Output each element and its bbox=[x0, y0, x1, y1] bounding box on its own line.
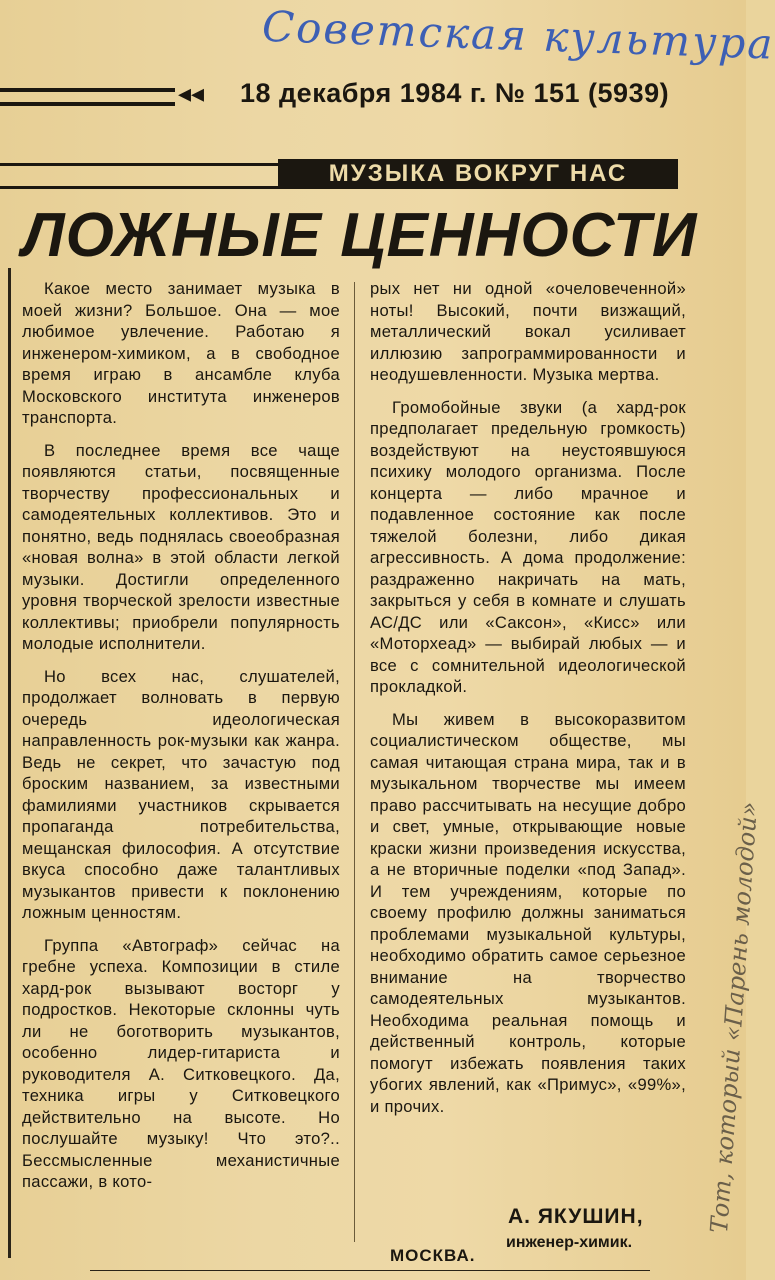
article-column-left bbox=[22, 278, 340, 1204]
author-role: инженер-химик. bbox=[506, 1234, 633, 1251]
dateline-rule bbox=[0, 88, 175, 106]
handwritten-margin-note: Тот, который «Парень молодой» bbox=[705, 800, 764, 1234]
article-paragraph: В последнее время все чаще появляются статьи, посвященные творчеству профессиональных и самодеятельных коллективов. Это и понятно, ведь поднялась своеобразная «новая волна» в этой области легкой музыки. Достигли определенного уровня творческой зрелости известные коллективы; приобрели популярность молодые исполнители. bbox=[22, 440, 340, 653]
article-paragraph: Но всех нас, слушателей, продолжает волновать в первую очередь идеологическая направленность рок-музыки как жанра. Ведь не секрет, что зачастую под броским названием, за известными фамилиями участников скрывается пропаганда потребительства, мещанская философия. А отсутствие вкуса способно даже талантливых музыкантов привести к поклонению ложным ценностям. bbox=[22, 666, 340, 922]
issue-date: 18 декабря 1984 г. № 151 (5939) bbox=[240, 78, 670, 108]
article-city: МОСКВА. bbox=[390, 1246, 476, 1265]
article-paragraph: Группа «Автограф» сейчас на гребне успеха. Композиции в стиле хард-рок вызывают восторг у подростков. Некоторые склонны чуть ли не боготворить музыкантов, особенно лидер-гитариста и руководителя А. Ситковецкого. Да, техника игры у Ситковецкого действительно на высоте. Но послушайте музыку! Что это?.. Бессмысленные механистичные пассажи, в кото- bbox=[22, 935, 340, 1191]
dateline bbox=[0, 78, 700, 114]
author-name: А. ЯКУШИН, bbox=[508, 1205, 644, 1228]
handwritten-newspaper-title: Советская культура bbox=[261, 1, 775, 69]
column-divider bbox=[354, 282, 355, 1242]
section-rule bbox=[0, 163, 280, 189]
article-paragraph: рых нет ни одной «очеловеченной» ноты! Высокий, почти визжащий, металлический вокал усиливает иллюзию запрограммированности и неодушевленности. Музыка мертва. bbox=[370, 279, 686, 384]
article-paragraph: Какое место занимает музыка в моей жизни? Большое. Она — мое любимое увлечение. Работаю я инженером-химиком, а в свободное время играю в ансамбле клуба Московского института инженеров транспорта. bbox=[22, 279, 340, 427]
article-paragraph: Мы живем в высокоразвитом социалистическом обществе, мы самая читающая страна мира, так и в музыкальном творчестве мы имеем право рассчитывать на несущие добро и свет, умные, открывающие новые краски жизни произведения искусства, а не вторичные поделки «под Запад». И тем учреждениям, которые по своему профилю должны заниматься проблемами музыкальной культуры, необходимо обратить самое серьезное внимание на творчество самодеятельных музыкантов. Необходима реальная помощь и действенный контроль, которые помогут избежать появления таких убогих явлений, как «Примус», «99%», и прочих. bbox=[370, 709, 686, 1116]
dateline-arrows-icon: ◂◂ bbox=[178, 78, 205, 108]
section-label: МУЗЫКА ВОКРУГ НАС bbox=[278, 159, 678, 189]
bottom-rule bbox=[90, 1270, 650, 1271]
article-paragraph: Громобойные звуки (а хард-рок предполагает предельную громкость) воздействуют на неустоявшуюся психику молодого организма. После концерта — либо мрачное и подавленное состояние как после тяжелой болезни, либо дикая агрессивность. А дома продолжение: раздраженно накричать на мать, закрыться у себя в комнате и слушать АС/ДС или «Саксон», «Кисс» или «Моторхеад» — выбирай любых — и все с сомнительной идеологической прокладкой. bbox=[370, 397, 686, 696]
article-headline: ЛОЖНЫЕ ЦЕННОСТИ bbox=[22, 201, 698, 270]
article-column-right bbox=[370, 278, 686, 1128]
section-header bbox=[0, 159, 678, 189]
clipping-left-border bbox=[8, 268, 11, 1258]
